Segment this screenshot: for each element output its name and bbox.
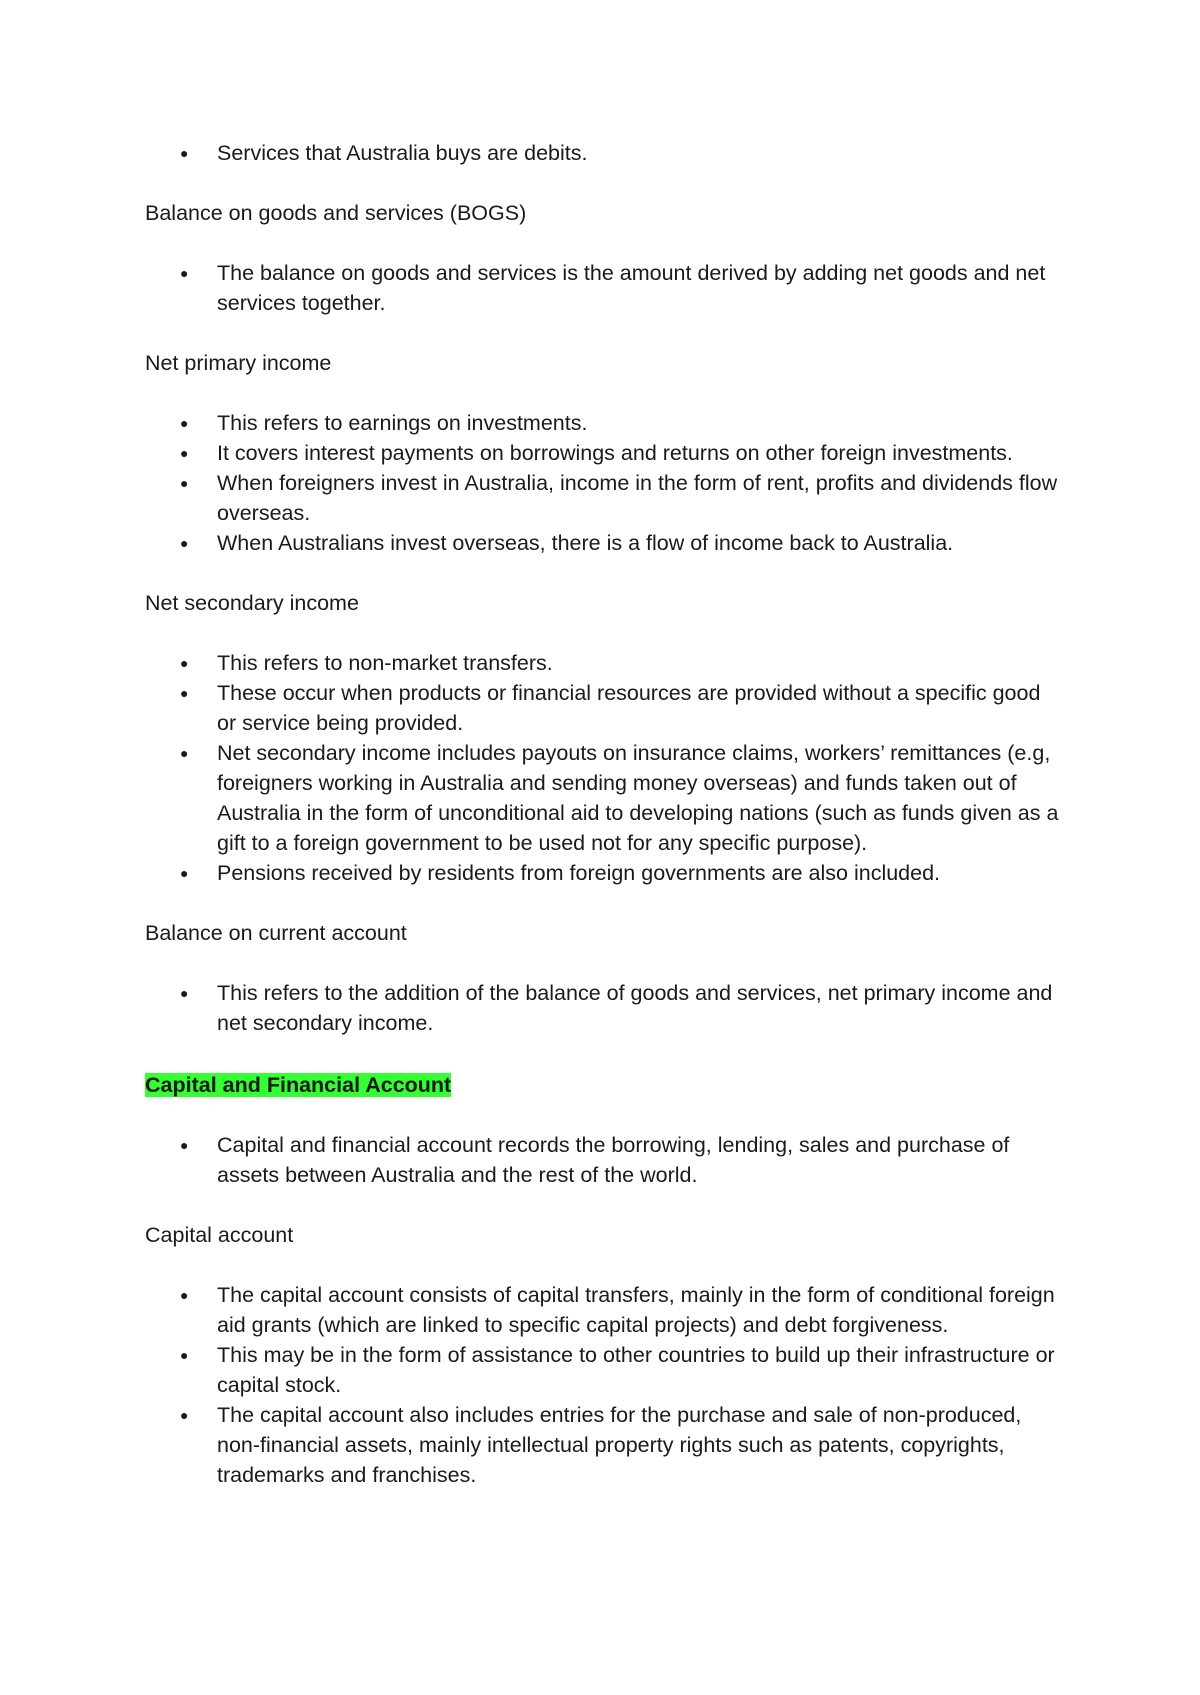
section-heading: Balance on current account <box>145 921 407 945</box>
section-heading: Net primary income <box>145 351 332 375</box>
document-page <box>145 138 1065 1490</box>
list-item: ● It covers interest payments on borrowings and returns on other foreign investments. <box>145 438 1065 468</box>
list-item: ● Net secondary income includes payouts on insurance claims, workers’ remittances (e.g, foreigners working in Australia and sending money overseas) and funds taken out of Australia in the form of unconditional aid to developing nations (such as funds given as a gift to a foreign government to be used not for any specific purpose). <box>145 738 1065 858</box>
list-item: ● Services that Australia buys are debits. <box>145 138 1065 168</box>
list-item: ● These occur when products or financial resources are provided without a specific good or service being provided. <box>145 678 1065 738</box>
list-item: ● The capital account consists of capital transfers, mainly in the form of conditional foreign aid grants (which are linked to specific capital projects) and debt forgiveness. <box>145 1280 1065 1340</box>
bullet-list <box>145 648 1065 888</box>
list-item: ● This refers to the addition of the balance of goods and services, net primary income and net secondary income. <box>145 978 1065 1038</box>
bullet-list <box>145 1130 1065 1190</box>
list-item: ● Pensions received by residents from foreign governments are also included. <box>145 858 1065 888</box>
list-item: ● The capital account also includes entries for the purchase and sale of non-produced, non-financial assets, mainly intellectual property rights such as patents, copyrights, trademarks and franchises. <box>145 1400 1065 1490</box>
bullet-list <box>145 978 1065 1038</box>
bullet-list <box>145 1280 1065 1490</box>
bullet-list <box>145 138 1065 168</box>
highlighted-heading-text: Capital and Financial Account <box>145 1073 452 1097</box>
section-heading: Balance on goods and services (BOGS) <box>145 201 527 225</box>
list-item: ● This may be in the form of assistance to other countries to build up their infrastructure or capital stock. <box>145 1340 1065 1400</box>
list-item: ● When foreigners invest in Australia, income in the form of rent, profits and dividends flow overseas. <box>145 468 1065 528</box>
section-heading: Net secondary income <box>145 591 359 615</box>
list-item: ● When Australians invest overseas, there is a flow of income back to Australia. <box>145 528 1065 558</box>
list-item: ● This refers to earnings on investments. <box>145 408 1065 438</box>
highlighted-section-heading <box>145 1070 1065 1100</box>
bullet-list <box>145 258 1065 318</box>
bullet-list <box>145 408 1065 558</box>
list-item: ● Capital and financial account records the borrowing, lending, sales and purchase of assets between Australia and the rest of the world. <box>145 1130 1065 1190</box>
list-item: ● The balance on goods and services is the amount derived by adding net goods and net services together. <box>145 258 1065 318</box>
list-item: ● This refers to non-market transfers. <box>145 648 1065 678</box>
section-heading: Capital account <box>145 1223 294 1247</box>
